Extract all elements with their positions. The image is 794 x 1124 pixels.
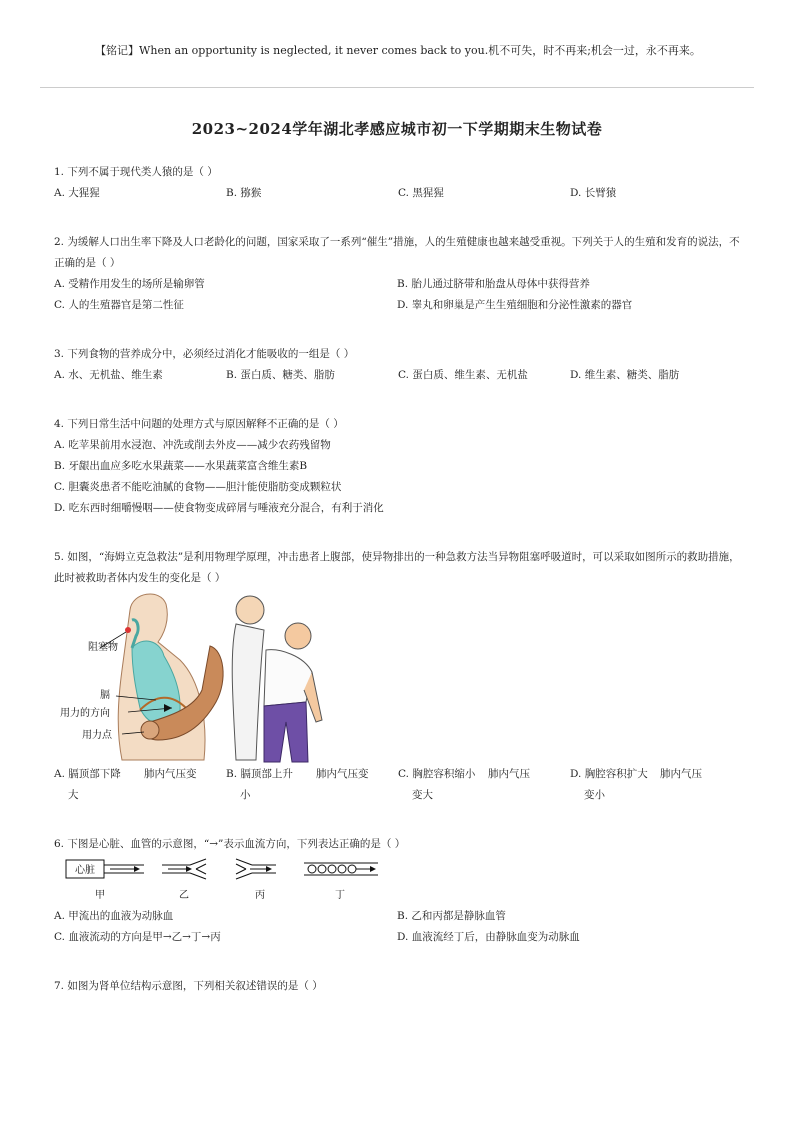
- option-c-part2: 肺内气压: [488, 768, 530, 780]
- question-6-stem: 6. 下图是心脏、血管的示意图，“→”表示血流方向，下列表达正确的是（ ）: [54, 838, 406, 850]
- label-diaphragm: 膈: [100, 690, 110, 701]
- rescuer-body: [232, 624, 264, 760]
- question-5-options: [54, 764, 744, 806]
- question-3-stem: 3. 下列食物的营养成分中，必须经过消化才能吸收的一组是（ ）: [54, 348, 355, 360]
- fist: [141, 721, 159, 739]
- label-yi: 乙: [179, 890, 189, 901]
- question-4: [54, 414, 744, 519]
- option-b-part1: B. 膈顶部上升: [226, 768, 293, 780]
- option-d[interactable]: D. 长臂猿: [570, 187, 617, 199]
- option-d[interactable]: [570, 764, 742, 806]
- patient-head: [285, 623, 311, 649]
- option-b[interactable]: [226, 764, 398, 806]
- blood-cell-1: [308, 865, 316, 873]
- label-force-direction: 用力的方向: [60, 708, 110, 719]
- question-4-options: [54, 435, 744, 519]
- arrow-yi-head: [186, 866, 192, 872]
- option-c[interactable]: C. 蛋白质、维生素、无机盐: [398, 369, 528, 381]
- question-2-options: [54, 274, 744, 316]
- option-c-part3: 变大: [412, 789, 433, 801]
- blood-cell-3: [328, 865, 336, 873]
- label-bing: 丙: [255, 890, 265, 901]
- label-jia: 甲: [95, 890, 105, 901]
- option-c[interactable]: C. 血液流动的方向是甲→乙→丁→丙: [54, 931, 221, 943]
- question-7-stem: 7. 如图为肾单位结构示意图，下列相关叙述错误的是（ ）: [54, 980, 323, 992]
- option-d[interactable]: D. 维生素、糖类、脂肪: [570, 369, 680, 381]
- motto: 【铭记】When an opportunity is neglected, it never comes back to you.机不可失，时不再来;机会一过，永不再来。: [95, 44, 701, 57]
- heart-label: 心脏: [75, 865, 95, 876]
- vessel-bing-inner-down: [236, 869, 246, 874]
- option-b[interactable]: B. 乙和丙都是静脉血管: [397, 910, 506, 922]
- header-divider: [40, 87, 754, 88]
- option-a[interactable]: A. 水、无机盐、维生素: [54, 369, 163, 381]
- vessel-yi-fork-up: [196, 864, 206, 869]
- option-a-part1: A. 膈顶部下降: [54, 768, 121, 780]
- blood-cell-5: [348, 865, 356, 873]
- vessel-bing-in-down: [236, 873, 252, 879]
- arrow-ding-head: [370, 866, 376, 872]
- blood-cell-4: [338, 865, 346, 873]
- option-a[interactable]: [54, 764, 226, 806]
- question-1: [54, 162, 744, 204]
- question-1-options: [54, 183, 744, 204]
- option-b-part3: 小: [240, 789, 251, 801]
- option-a-part2: 肺内气压变: [144, 768, 197, 780]
- option-d[interactable]: D. 血液流经丁后，由静脉血变为动脉血: [397, 931, 580, 943]
- option-d[interactable]: D. 睾丸和卵巢是产生生殖细胞和分泌性激素的器官: [397, 299, 633, 311]
- rescue-scene: [232, 596, 322, 762]
- arrow-bing-head: [266, 866, 272, 872]
- option-a[interactable]: A. 甲流出的血液为动脉血: [54, 910, 174, 922]
- option-a[interactable]: A. 受精作用发生的场所是输卵管: [54, 278, 205, 290]
- option-c[interactable]: C. 黑猩猩: [398, 187, 444, 199]
- option-b-part2: 肺内气压变: [316, 768, 369, 780]
- question-6-options-block: [54, 906, 744, 948]
- vessel-bing-in-up: [236, 859, 252, 865]
- option-c-part1: C. 胸腔容积缩小: [398, 768, 476, 780]
- rescuer-head: [236, 596, 264, 624]
- vessel-bing-inner-up: [236, 864, 246, 869]
- question-3-options: [54, 365, 744, 386]
- question-2-stem: 2. 为缓解人口出生率下降及人口老龄化的问题，国家采取了一系列“催生”措施，人的生殖健康也越来越受重视。下列关于人的生殖和发育的说法，不正确的是（ ）: [54, 236, 740, 269]
- blood-cell-2: [318, 865, 326, 873]
- patient-pants: [264, 702, 308, 762]
- label-force-point: 用力点: [82, 730, 112, 741]
- question-6-options: [54, 906, 744, 948]
- question-4-stem: 4. 下列日常生活中问题的处理方式与原因解释不正确的是（ ）: [54, 418, 344, 430]
- vessel-yi-branch-down: [190, 873, 206, 879]
- option-c[interactable]: C. 人的生殖器官是第二性征: [54, 299, 184, 311]
- question-5-stem: 5. 如图，“海姆立克急救法”是利用物理学原理，冲击患者上腹部，使异物排出的一种急救方法当异物阻塞呼吸道时，可以采取如图所示的救助措施，此时被救助者体内发生的变化是（ ）: [54, 551, 740, 584]
- question-2: [54, 232, 744, 316]
- vessel-yi-fork-down: [196, 869, 206, 874]
- label-obstruction: 阻塞物: [88, 642, 118, 653]
- option-d[interactable]: D. 吃东西时细嚼慢咽——使食物变成碎屑与唾液充分混合，有利于消化: [54, 502, 384, 514]
- question-5: [54, 547, 744, 589]
- option-a-part3: 大: [68, 789, 79, 801]
- label-ding: 丁: [335, 890, 345, 901]
- vessel-yi-branch-up: [190, 859, 206, 865]
- option-b[interactable]: B. 蛋白质、糖类、脂肪: [226, 369, 335, 381]
- question-7: [54, 976, 744, 997]
- question-1-stem: 1. 下列不属于现代类人猿的是（ ）: [54, 166, 218, 178]
- option-d-part3: 变小: [584, 789, 605, 801]
- option-a[interactable]: A. 大猩猩: [54, 187, 100, 199]
- question-3: [54, 344, 744, 386]
- option-b[interactable]: B. 胎儿通过脐带和胎盘从母体中获得营养: [397, 278, 590, 290]
- option-a[interactable]: A. 吃苹果前用水浸泡、冲洗或削去外皮——减少农药残留物: [54, 439, 331, 451]
- heimlich-figure: [60, 590, 330, 766]
- option-c[interactable]: [398, 764, 570, 806]
- blood-vessel-figure: [60, 858, 390, 902]
- question-6: [54, 834, 744, 855]
- page-title: 2023~2024学年湖北孝感应城市初一下学期期末生物试卷: [191, 120, 603, 138]
- option-b[interactable]: B. 牙龈出血应多吃水果蔬菜——水果蔬菜富含维生素B: [54, 460, 308, 472]
- option-b[interactable]: B. 猕猴: [226, 187, 262, 199]
- arrow-jia-head: [134, 866, 140, 872]
- question-5-options-block: [54, 764, 744, 806]
- patient-shirt: [264, 650, 312, 706]
- option-d-part2: 肺内气压: [660, 768, 702, 780]
- option-c[interactable]: C. 胆囊炎患者不能吃油腻的食物——胆汁能使脂肪变成颗粒状: [54, 481, 342, 493]
- option-d-part1: D. 胸腔容积扩大: [570, 768, 648, 780]
